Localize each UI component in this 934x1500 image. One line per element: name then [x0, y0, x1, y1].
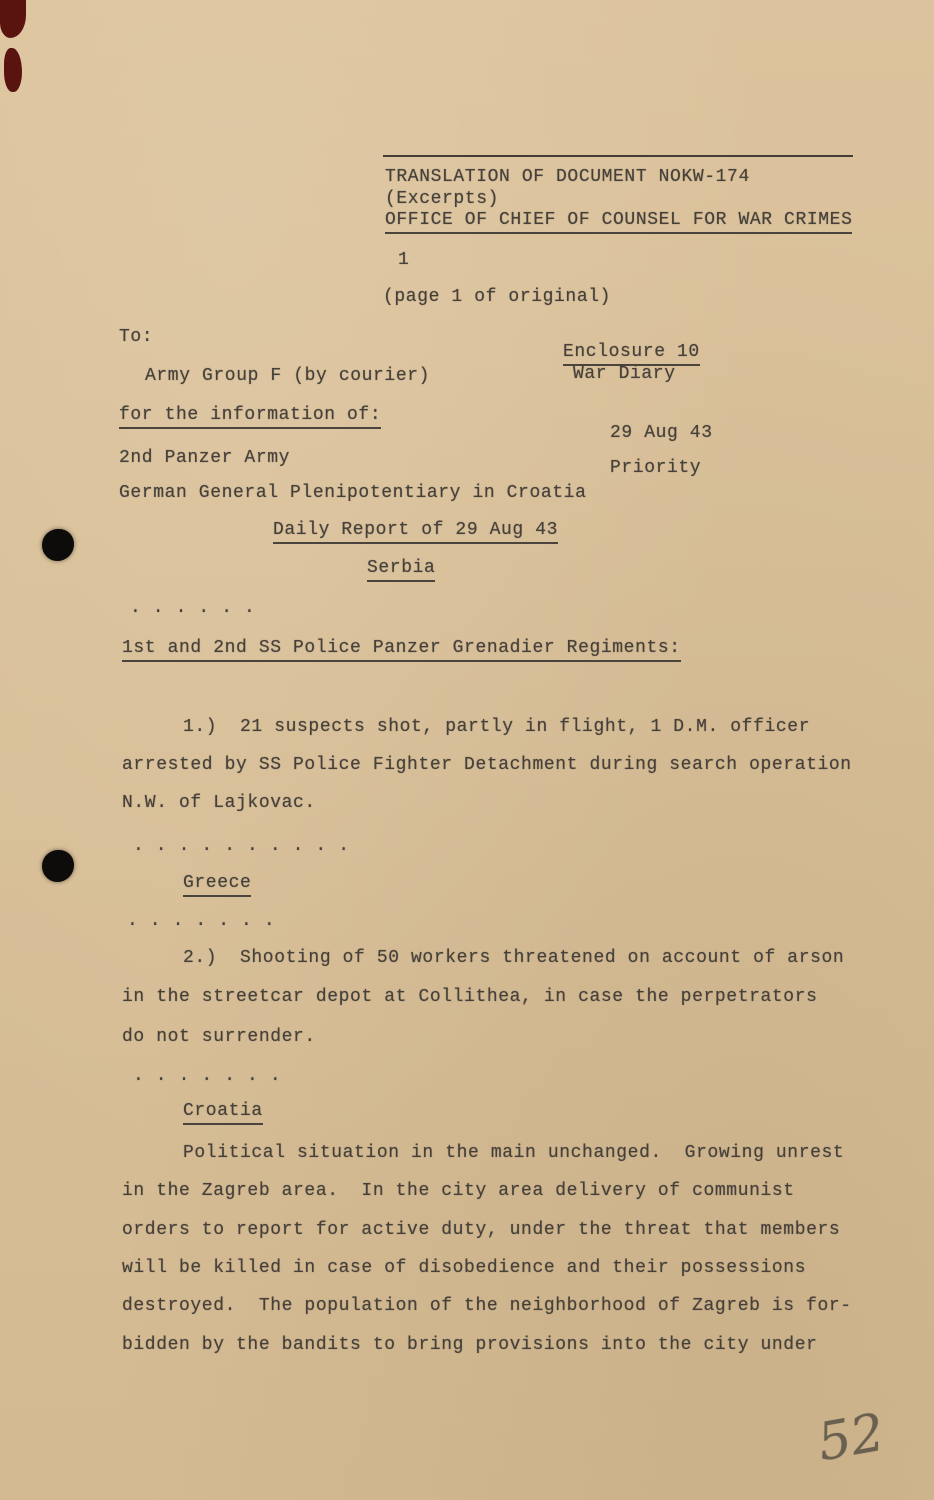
paragraph-line: N.W. of Lajkovac.: [122, 793, 316, 813]
report-date: 29 Aug 43: [610, 423, 713, 443]
regiments-heading: 1st and 2nd SS Police Panzer Grenadier Regiments:: [122, 638, 681, 662]
paragraph-line: do not surrender.: [122, 1027, 316, 1047]
ellipsis-dots: . . . . . . .: [127, 911, 276, 931]
ellipsis-dots: . . . . . .: [130, 598, 256, 618]
recipient: Army Group F (by courier): [145, 366, 431, 386]
paragraph-line: 1.) 21 suspects shot, partly in flight, 1 D.M. officer: [183, 717, 811, 737]
paragraph-line: orders to report for active duty, under the threat that members: [122, 1220, 841, 1240]
ellipsis-dots: . . . . . . .: [133, 1066, 282, 1086]
ink-mark: [0, 0, 26, 38]
paragraph-line: Political situation in the main unchanged. Growing unrest: [183, 1143, 845, 1163]
enclosure-label: Enclosure 10: [563, 342, 700, 366]
ellipsis-dots: . . . . . . . . . .: [133, 836, 350, 856]
paragraph-line: arrested by SS Police Fighter Detachment during search operation: [122, 755, 852, 775]
paragraph-line: in the Zagreb area. In the city area delivery of communist: [122, 1181, 795, 1201]
header-rule: [383, 155, 853, 157]
to-label: To:: [119, 327, 154, 347]
hole-punch: [42, 529, 74, 561]
page-note: (page 1 of original): [383, 287, 612, 307]
ink-mark: [4, 48, 22, 92]
info-recipient-2: German General Plenipotentiary in Croatia: [119, 483, 587, 503]
section-heading-greece: Greece: [183, 873, 251, 897]
document-title: TRANSLATION OF DOCUMENT NOKW-174: [385, 167, 750, 187]
section-heading-serbia: Serbia: [367, 558, 435, 582]
paragraph-line: destroyed. The population of the neighborhood of Zagreb is for-: [122, 1296, 852, 1316]
document-subtitle: (Excerpts): [385, 189, 500, 209]
original-page-number: 1: [398, 250, 410, 270]
paragraph-line: will be killed in case of disobedience and their possessions: [122, 1258, 807, 1278]
paragraph-line: in the streetcar depot at Collithea, in case the perpetrators: [122, 987, 818, 1007]
priority-label: Priority: [610, 458, 702, 478]
info-recipient-1: 2nd Panzer Army: [119, 448, 291, 468]
handwritten-page-number: 52: [813, 1402, 889, 1474]
section-heading-croatia: Croatia: [183, 1101, 263, 1125]
paragraph-line: bidden by the bandits to bring provisions into the city under: [122, 1335, 818, 1355]
hole-punch: [42, 850, 74, 882]
war-diary-label: War Diary: [573, 364, 676, 384]
issuing-office: OFFICE OF CHIEF OF COUNSEL FOR WAR CRIMES: [385, 210, 852, 234]
paragraph-line: 2.) Shooting of 50 workers threatened on account of arson: [183, 948, 845, 968]
report-title: Daily Report of 29 Aug 43: [273, 520, 558, 544]
for-information-label: for the information of:: [119, 405, 381, 429]
